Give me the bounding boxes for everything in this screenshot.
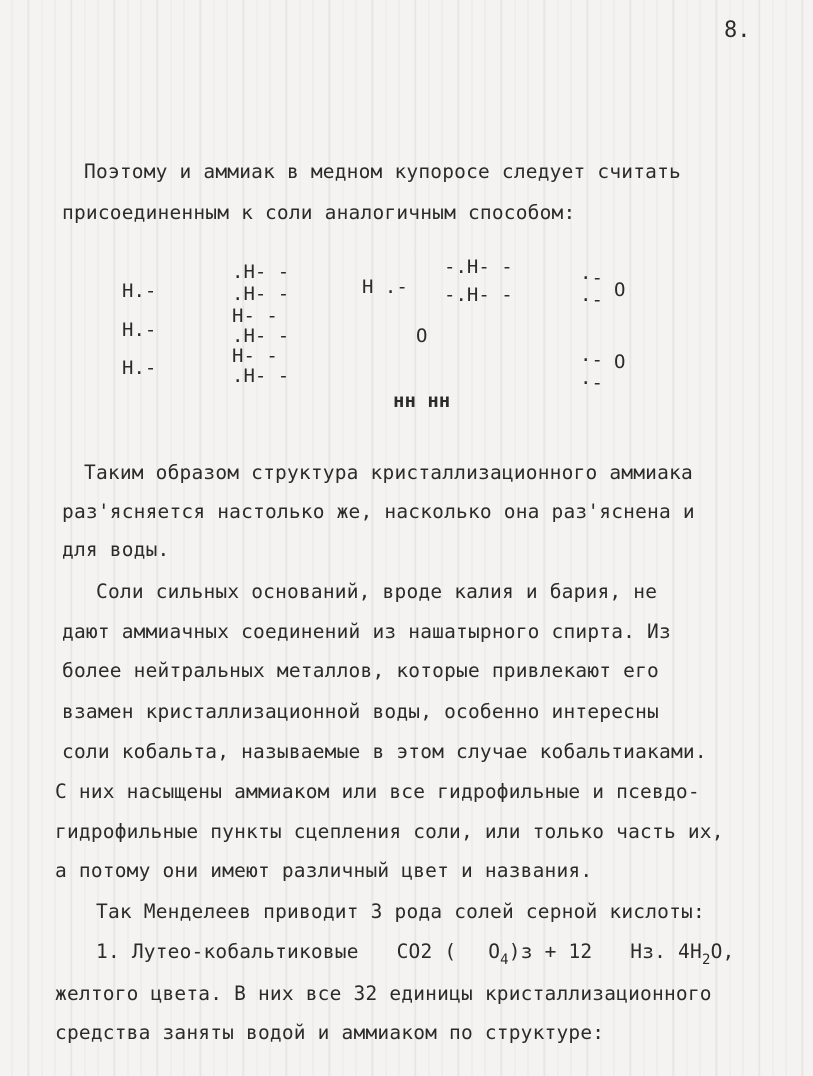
formula-nh-group: .H- - [232, 325, 290, 347]
formula-center-h: H .- [362, 276, 408, 298]
text-line: дают аммиачных соединений из нашатырного спирта. Из [62, 620, 671, 643]
text-line: Поэтому и аммиак в медном купоросе следует считать [84, 160, 681, 183]
text-line: присоединенным к соли аналогичным способом: [62, 201, 576, 224]
formula-right-nh: -.H- - [444, 256, 513, 278]
formula-center-o: O [416, 325, 428, 347]
formula-bottom-label: нн нн [393, 390, 451, 412]
text-line: средства заняты водой и аммиаком по структуре: [55, 1021, 605, 1044]
text-line: Таким образом структура кристаллизационного аммиака [84, 461, 693, 484]
formula-right-dot: ·- [580, 372, 603, 394]
text-line: взамен кристаллизационной воды, особенно интересны [62, 700, 659, 723]
formula-nh-group: H- - [232, 345, 278, 367]
formula-subscript: 2 [701, 952, 711, 968]
formula-left-h: H.- [122, 319, 157, 341]
text-fragment: 1. Лутео-кобальтиковые [96, 940, 359, 963]
formula-right-dot: ·- [580, 289, 603, 311]
text-line: С них насыщены аммиаком или все гидрофильные и псевдо- [55, 780, 700, 803]
formula-fragment: )з + 12 [508, 940, 593, 963]
page-number: 8. [724, 18, 751, 43]
formula-left-h: H.- [122, 357, 157, 379]
text-line: а потому они имеют различный цвет и названия. [55, 859, 593, 882]
formula-right-dot: ·- [580, 349, 603, 371]
formula-left-h: H.- [122, 280, 157, 302]
text-line: для воды. [62, 538, 170, 561]
text-line: гидрофильные пункты сцепления соли, или только часть их, [55, 820, 724, 843]
text-line: Так Менделеев приводит 3 рода солей серной кислоты: [96, 900, 705, 923]
formula-subscript: 4 [500, 952, 509, 968]
formula-right-dot: ·- [580, 267, 603, 289]
formula-right-o: O [614, 279, 626, 301]
text-line: более нейтральных металлов, которые привлекают его [62, 659, 659, 682]
text-line: раз'ясняется настолько же, насколько она раз'яснена и [62, 500, 695, 523]
formula-fragment: Hз. 4H [630, 940, 702, 963]
formula-right-nh: -.H- - [444, 284, 513, 306]
formula-fragment: O, [710, 940, 735, 963]
text-line-formula [96, 940, 735, 968]
text-line: Соли сильных оснований, вроде калия и бария, не [96, 580, 658, 603]
formula-nh-group: .H- - [232, 261, 290, 283]
text-line: соли кобальта, называемые в этом случае кобальтиаками. [62, 740, 707, 763]
formula-nh-group: H- - [232, 305, 278, 327]
formula-fragment: CO2 ( [396, 940, 457, 963]
formula-nh-group: .H- - [232, 365, 290, 387]
formula-right-o: O [614, 351, 626, 373]
formula-fragment: O [488, 940, 501, 963]
formula-nh-group: .H- - [232, 283, 290, 305]
text-line: желтого цвета. В них все 32 единицы кристаллизационного [55, 982, 712, 1005]
